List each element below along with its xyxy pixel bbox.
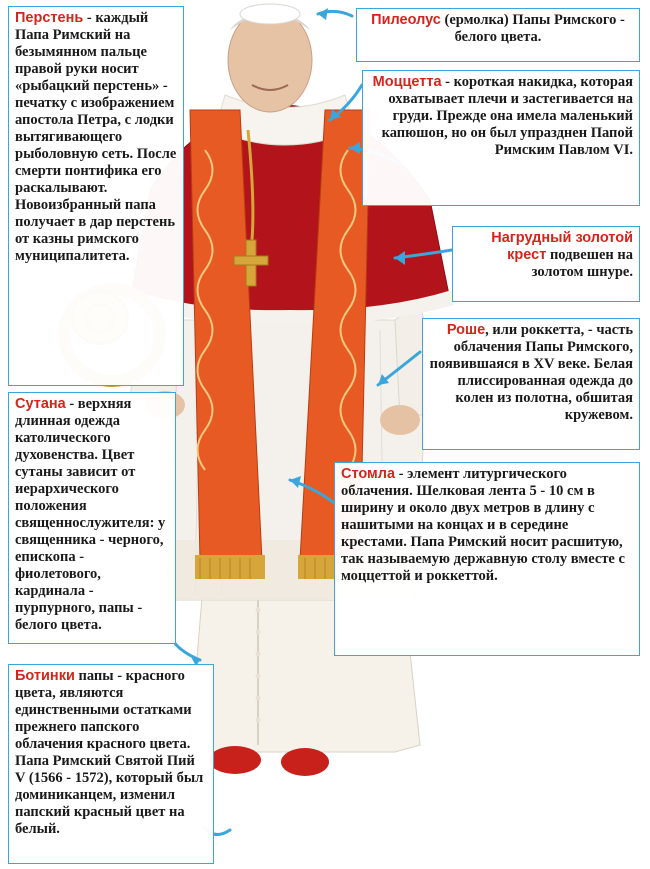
pileolus-text: (ермолка) Папы Римского - белого цвета. — [440, 12, 625, 45]
annotation-ring — [8, 6, 184, 386]
annotation-shoes — [8, 664, 214, 864]
cross-text: подвешен на золотом шнуре. — [531, 247, 633, 280]
rochet-text: , или роккетта, - часть облачения Папы Римского, появившаяся в XV веке. Белая плиссированная одежда до колен из полотна, обшитая кружевом. — [429, 322, 633, 423]
annotation-rochet — [422, 318, 640, 450]
annotation-pectoral-cross — [452, 226, 640, 302]
shoe-left — [209, 746, 261, 774]
annotation-mozzetta — [362, 70, 640, 206]
stole-text: - элемент литургического облачения. Шелковая лента 5 - 10 см в ширину и около двух метров в длину с нашитыми на концах и в середине крестами. Папа Римский носит расшитую, так называемую державную столу вместе с моццеттой и роккеттой. — [341, 466, 625, 584]
shoes-term: Ботинки — [15, 668, 75, 684]
cassock-term: Сутана — [15, 396, 66, 412]
ring-term: Перстень — [15, 10, 84, 26]
rochet-term: Роше — [446, 322, 486, 338]
mozzetta-term: Моццетта — [372, 74, 442, 90]
pileolus-term: Пилеолус — [371, 12, 441, 28]
stole-term: Стомла — [341, 466, 396, 482]
annotation-cassock — [8, 392, 176, 644]
annotation-stole — [334, 462, 640, 656]
pileolus-shape — [240, 4, 300, 24]
mozzetta-text: - короткая накидка, которая охватывает плечи и застегивается на груди. Прежде она имела маленький капюшон, но он был упразднен Папой Римским Павлом VI. — [381, 74, 633, 158]
shoe-right — [281, 748, 329, 776]
annotation-pileolus — [356, 8, 640, 62]
cross-term: Нагрудный золотой крест — [491, 230, 633, 263]
cassock-text: - верхняя длинная одежда католического духовенства. Цвет сутаны зависит от иерархического положения священнослужителя: у священника - черного, епископа - фиолетового, кардинала - пурпурного, папы - белого цвета. — [15, 396, 166, 633]
shoes-text: папы - красного цвета, являются единственными остатками прежнего папского облачения красного цвета. Папа Римский Святой Пий V (1566 - 1572), который был доминиканцем, изменил папский красный цвет на белый. — [15, 668, 204, 837]
ring-text: - каждый Папа Римский на безымянном пальце правой руки носит «рыбацкий перстень» - печатку с изображением апостола Петра, с лодки вытягивающего рыболовную сеть. После смерти понтифика его раскалывают. Новоизбранный папа получает в дар перстень от казны римского муниципалитета. — [15, 10, 177, 264]
